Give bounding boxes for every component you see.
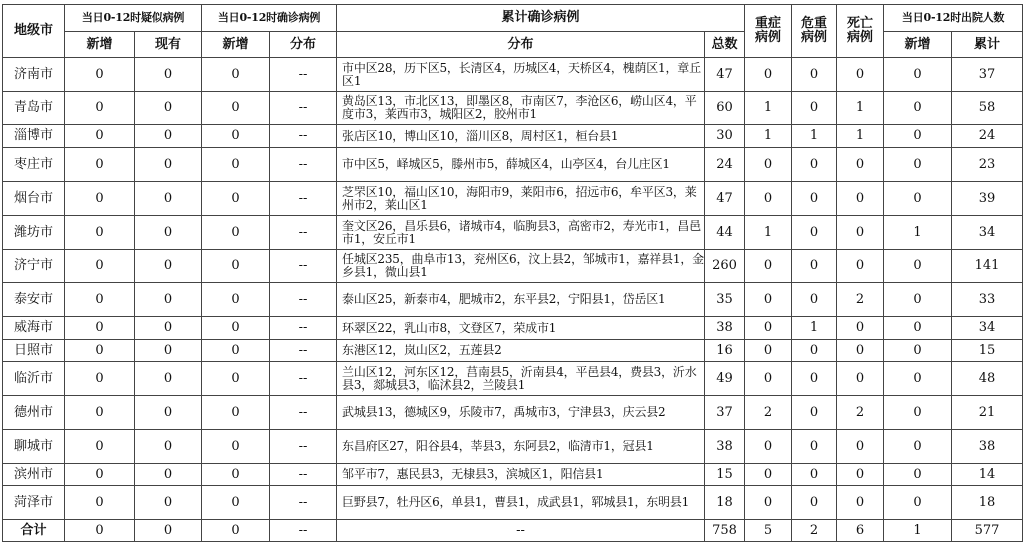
suspected-current-cell: 0 <box>135 250 202 283</box>
confirmed-new-cell: 0 <box>202 396 270 430</box>
discharged-cumulative-cell: 58 <box>952 92 1023 125</box>
confirmed-distribution-cell: -- <box>270 125 337 148</box>
header-sus-new: 新增 <box>65 32 135 58</box>
confirmed-distribution-cell: -- <box>270 464 337 486</box>
critical-cell: 0 <box>792 464 837 486</box>
confirmed-new-cell: 0 <box>202 362 270 396</box>
total-cell: 35 <box>705 283 745 317</box>
death-cell: 2 <box>837 283 884 317</box>
confirmed-distribution-cell: -- <box>270 182 337 216</box>
suspected-new-cell: 0 <box>65 148 135 182</box>
total-cell: 758 <box>705 520 745 542</box>
confirmed-new-cell: 0 <box>202 125 270 148</box>
header-conf-distribution: 分布 <box>270 32 337 58</box>
discharged-cumulative-cell: 141 <box>952 250 1023 283</box>
suspected-current-cell: 0 <box>135 283 202 317</box>
death-cell: 0 <box>837 317 884 340</box>
suspected-current-cell: 0 <box>135 340 202 362</box>
distribution-cell: 黄岛区13，市北区13，即墨区8，市南区7，李沧区6，崂山区4，平度市3，莱西市3，城阳区2，胶州市1 <box>337 92 705 125</box>
suspected-current-cell: 0 <box>135 396 202 430</box>
confirmed-distribution-cell: -- <box>270 148 337 182</box>
severe-cell: 0 <box>745 317 792 340</box>
total-cell: 47 <box>705 182 745 216</box>
critical-cell: 0 <box>792 396 837 430</box>
total-cell: 44 <box>705 216 745 250</box>
severe-cell: 0 <box>745 486 792 520</box>
critical-cell: 0 <box>792 283 837 317</box>
table-row <box>3 396 1023 430</box>
confirmed-distribution-cell: -- <box>270 283 337 317</box>
discharged-new-cell: 0 <box>884 283 952 317</box>
discharged-new-cell: 0 <box>884 125 952 148</box>
distribution-cell: 泰山区25，新泰市4，肥城市2，东平县2，宁阳县1，岱岳区1 <box>337 283 705 317</box>
suspected-current-cell: 0 <box>135 430 202 464</box>
distribution-cell: 兰山区12，河东区12，莒南县5，沂南县4，平邑县4，费县3，沂水县3，郯城县3，临沭县2，兰陵县1 <box>337 362 705 396</box>
discharged-cumulative-cell: 18 <box>952 486 1023 520</box>
confirmed-new-cell: 0 <box>202 464 270 486</box>
severe-cell: 0 <box>745 464 792 486</box>
distribution-cell: 张店区10，博山区10，淄川区8，周村区1，桓台县1 <box>337 125 705 148</box>
discharged-cumulative-cell: 577 <box>952 520 1023 542</box>
discharged-new-cell: 0 <box>884 182 952 216</box>
table-row <box>3 250 1023 283</box>
death-cell: 0 <box>837 430 884 464</box>
confirmed-distribution-cell: -- <box>270 250 337 283</box>
critical-cell: 0 <box>792 92 837 125</box>
total-cell: 38 <box>705 317 745 340</box>
suspected-new-cell: 0 <box>65 125 135 148</box>
suspected-current-cell: 0 <box>135 486 202 520</box>
severe-cell: 0 <box>745 182 792 216</box>
suspected-new-cell: 0 <box>65 216 135 250</box>
city-cell: 聊城市 <box>3 430 65 464</box>
discharged-cumulative-cell: 34 <box>952 317 1023 340</box>
severe-cell: 0 <box>745 283 792 317</box>
header-death: 死亡病例 <box>837 5 884 58</box>
header-sus-current: 现有 <box>135 32 202 58</box>
total-cell: 15 <box>705 464 745 486</box>
distribution-cell: 环翠区22，乳山市8，文登区7，荣成市1 <box>337 317 705 340</box>
confirmed-distribution-cell: -- <box>270 58 337 92</box>
header-dis-new: 新增 <box>884 32 952 58</box>
suspected-new-cell: 0 <box>65 486 135 520</box>
severe-cell: 2 <box>745 396 792 430</box>
critical-cell: 2 <box>792 520 837 542</box>
confirmed-new-cell: 0 <box>202 92 270 125</box>
header-conf-new: 新增 <box>202 32 270 58</box>
table-row <box>3 92 1023 125</box>
discharged-new-cell: 0 <box>884 340 952 362</box>
city-cell: 淄博市 <box>3 125 65 148</box>
confirmed-new-cell: 0 <box>202 148 270 182</box>
discharged-new-cell: 0 <box>884 430 952 464</box>
suspected-current-cell: 0 <box>135 317 202 340</box>
confirmed-new-cell: 0 <box>202 340 270 362</box>
confirmed-distribution-cell: -- <box>270 340 337 362</box>
discharged-new-cell: 1 <box>884 216 952 250</box>
discharged-cumulative-cell: 15 <box>952 340 1023 362</box>
death-cell: 0 <box>837 464 884 486</box>
table-row <box>3 58 1023 92</box>
distribution-cell: 市中区28，历下区5，长清区4，历城区4，天桥区4，槐荫区1，章丘区1 <box>337 58 705 92</box>
critical-cell: 1 <box>792 317 837 340</box>
critical-cell: 0 <box>792 362 837 396</box>
confirmed-distribution-cell: -- <box>270 486 337 520</box>
city-cell: 菏泽市 <box>3 486 65 520</box>
discharged-cumulative-cell: 39 <box>952 182 1023 216</box>
suspected-current-cell: 0 <box>135 520 202 542</box>
total-cell: 38 <box>705 430 745 464</box>
suspected-current-cell: 0 <box>135 464 202 486</box>
severe-cell: 0 <box>745 362 792 396</box>
discharged-new-cell: 0 <box>884 317 952 340</box>
discharged-new-cell: 0 <box>884 362 952 396</box>
total-cell: 24 <box>705 148 745 182</box>
header-discharged: 当日0-12时出院人数 <box>884 5 1023 32</box>
death-cell: 2 <box>837 396 884 430</box>
city-cell: 济南市 <box>3 58 65 92</box>
death-cell: 0 <box>837 148 884 182</box>
covid-case-table <box>2 4 1023 542</box>
confirmed-new-cell: 0 <box>202 182 270 216</box>
suspected-new-cell: 0 <box>65 362 135 396</box>
critical-cell: 0 <box>792 250 837 283</box>
city-cell: 潍坊市 <box>3 216 65 250</box>
discharged-cumulative-cell: 24 <box>952 125 1023 148</box>
suspected-new-cell: 0 <box>65 92 135 125</box>
confirmed-new-cell: 0 <box>202 430 270 464</box>
confirmed-new-cell: 0 <box>202 216 270 250</box>
total-cell: 16 <box>705 340 745 362</box>
severe-cell: 5 <box>745 520 792 542</box>
severe-cell: 0 <box>745 430 792 464</box>
confirmed-new-cell: 0 <box>202 317 270 340</box>
critical-cell: 1 <box>792 125 837 148</box>
suspected-current-cell: 0 <box>135 92 202 125</box>
discharged-new-cell: 0 <box>884 148 952 182</box>
death-cell: 0 <box>837 182 884 216</box>
distribution-cell: 芝罘区10，福山区10，海阳市9，莱阳市6，招远市6，牟平区3，莱州市2，莱山区1 <box>337 182 705 216</box>
table-row <box>3 148 1023 182</box>
city-cell: 青岛市 <box>3 92 65 125</box>
discharged-cumulative-cell: 23 <box>952 148 1023 182</box>
suspected-current-cell: 0 <box>135 216 202 250</box>
table-row <box>3 362 1023 396</box>
city-cell: 烟台市 <box>3 182 65 216</box>
suspected-new-cell: 0 <box>65 520 135 542</box>
discharged-new-cell: 0 <box>884 92 952 125</box>
confirmed-new-cell: 0 <box>202 283 270 317</box>
header-city: 地级市 <box>3 5 65 58</box>
severe-cell: 0 <box>745 250 792 283</box>
total-cell: 30 <box>705 125 745 148</box>
confirmed-distribution-cell: -- <box>270 362 337 396</box>
discharged-new-cell: 1 <box>884 520 952 542</box>
confirmed-new-cell: 0 <box>202 250 270 283</box>
suspected-current-cell: 0 <box>135 362 202 396</box>
discharged-cumulative-cell: 14 <box>952 464 1023 486</box>
suspected-new-cell: 0 <box>65 340 135 362</box>
header-suspected: 当日0-12时疑似病例 <box>65 5 202 32</box>
header-row-top <box>3 5 1023 32</box>
total-cell: 18 <box>705 486 745 520</box>
total-cell: 49 <box>705 362 745 396</box>
city-cell: 合计 <box>3 520 65 542</box>
confirmed-distribution-cell: -- <box>270 216 337 250</box>
confirmed-distribution-cell: -- <box>270 396 337 430</box>
death-cell: 0 <box>837 250 884 283</box>
header-severe: 重症病例 <box>745 5 792 58</box>
discharged-new-cell: 0 <box>884 250 952 283</box>
discharged-cumulative-cell: 21 <box>952 396 1023 430</box>
discharged-cumulative-cell: 37 <box>952 58 1023 92</box>
header-confirmed-today: 当日0-12时确诊病例 <box>202 5 337 32</box>
suspected-new-cell: 0 <box>65 464 135 486</box>
total-row <box>3 520 1023 542</box>
table-row <box>3 430 1023 464</box>
suspected-current-cell: 0 <box>135 148 202 182</box>
suspected-new-cell: 0 <box>65 283 135 317</box>
suspected-new-cell: 0 <box>65 250 135 283</box>
death-cell: 0 <box>837 486 884 520</box>
death-cell: 0 <box>837 58 884 92</box>
table-row <box>3 340 1023 362</box>
city-cell: 德州市 <box>3 396 65 430</box>
distribution-cell: 邹平市7，惠民县3，无棣县3，滨城区1，阳信县1 <box>337 464 705 486</box>
distribution-cell: 任城区235，曲阜市13，兖州区6，汶上县2，邹城市1，嘉祥县1，金乡县1，微山县1 <box>337 250 705 283</box>
critical-cell: 0 <box>792 148 837 182</box>
table-row <box>3 182 1023 216</box>
distribution-cell: 东港区12，岚山区2，五莲县2 <box>337 340 705 362</box>
suspected-new-cell: 0 <box>65 317 135 340</box>
suspected-current-cell: 0 <box>135 182 202 216</box>
death-cell: 1 <box>837 125 884 148</box>
severe-cell: 0 <box>745 148 792 182</box>
table-row <box>3 125 1023 148</box>
discharged-cumulative-cell: 48 <box>952 362 1023 396</box>
discharged-new-cell: 0 <box>884 464 952 486</box>
suspected-new-cell: 0 <box>65 182 135 216</box>
table-row <box>3 283 1023 317</box>
table-row <box>3 317 1023 340</box>
city-cell: 泰安市 <box>3 283 65 317</box>
header-critical: 危重病例 <box>792 5 837 58</box>
discharged-new-cell: 0 <box>884 58 952 92</box>
city-cell: 日照市 <box>3 340 65 362</box>
distribution-cell: 巨野县7，牡丹区6，单县1，曹县1，成武县1，郓城县1，东明县1 <box>337 486 705 520</box>
severe-cell: 0 <box>745 340 792 362</box>
city-cell: 滨州市 <box>3 464 65 486</box>
discharged-cumulative-cell: 34 <box>952 216 1023 250</box>
city-cell: 威海市 <box>3 317 65 340</box>
city-cell: 枣庄市 <box>3 148 65 182</box>
critical-cell: 0 <box>792 216 837 250</box>
confirmed-new-cell: 0 <box>202 58 270 92</box>
distribution-cell: -- <box>337 520 705 542</box>
header-dis-cum: 累计 <box>952 32 1023 58</box>
critical-cell: 0 <box>792 182 837 216</box>
critical-cell: 0 <box>792 486 837 520</box>
total-cell: 60 <box>705 92 745 125</box>
table-row <box>3 216 1023 250</box>
discharged-cumulative-cell: 33 <box>952 283 1023 317</box>
suspected-current-cell: 0 <box>135 125 202 148</box>
confirmed-distribution-cell: -- <box>270 92 337 125</box>
confirmed-distribution-cell: -- <box>270 430 337 464</box>
header-cumulative: 累计确诊病例 <box>337 5 745 32</box>
distribution-cell: 奎文区26，昌乐县6，诸城市4，临朐县3，高密市2，寿光市1，昌邑市1，安丘市1 <box>337 216 705 250</box>
discharged-cumulative-cell: 38 <box>952 430 1023 464</box>
severe-cell: 1 <box>745 92 792 125</box>
header-cum-distribution: 分布 <box>337 32 705 58</box>
death-cell: 1 <box>837 92 884 125</box>
confirmed-distribution-cell: -- <box>270 317 337 340</box>
severe-cell: 1 <box>745 216 792 250</box>
critical-cell: 0 <box>792 340 837 362</box>
total-cell: 47 <box>705 58 745 92</box>
severe-cell: 0 <box>745 58 792 92</box>
total-cell: 260 <box>705 250 745 283</box>
table-body <box>3 58 1023 542</box>
suspected-new-cell: 0 <box>65 58 135 92</box>
critical-cell: 0 <box>792 430 837 464</box>
confirmed-new-cell: 0 <box>202 520 270 542</box>
suspected-new-cell: 0 <box>65 396 135 430</box>
table-row <box>3 464 1023 486</box>
severe-cell: 1 <box>745 125 792 148</box>
discharged-new-cell: 0 <box>884 486 952 520</box>
city-cell: 济宁市 <box>3 250 65 283</box>
death-cell: 0 <box>837 216 884 250</box>
table-row <box>3 486 1023 520</box>
critical-cell: 0 <box>792 58 837 92</box>
confirmed-new-cell: 0 <box>202 486 270 520</box>
city-cell: 临沂市 <box>3 362 65 396</box>
distribution-cell: 市中区5，峄城区5，滕州市5，薛城区4，山亭区4，台儿庄区1 <box>337 148 705 182</box>
death-cell: 0 <box>837 362 884 396</box>
header-cum-total: 总数 <box>705 32 745 58</box>
suspected-current-cell: 0 <box>135 58 202 92</box>
discharged-new-cell: 0 <box>884 396 952 430</box>
death-cell: 0 <box>837 340 884 362</box>
death-cell: 6 <box>837 520 884 542</box>
distribution-cell: 东昌府区27，阳谷县4，莘县3，东阿县2，临清市1，冠县1 <box>337 430 705 464</box>
distribution-cell: 武城县13，德城区9，乐陵市7，禹城市3，宁津县3，庆云县2 <box>337 396 705 430</box>
suspected-new-cell: 0 <box>65 430 135 464</box>
total-cell: 37 <box>705 396 745 430</box>
confirmed-distribution-cell: -- <box>270 520 337 542</box>
